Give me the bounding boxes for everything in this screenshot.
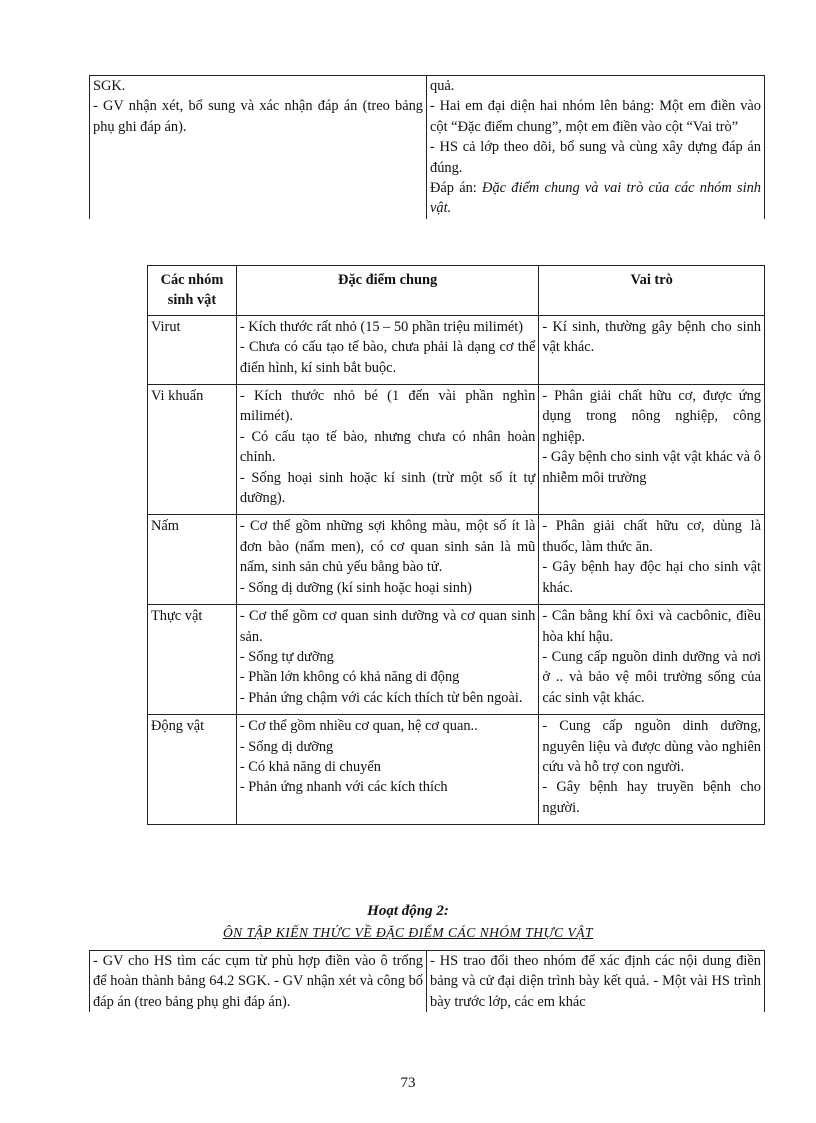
group-name: Động vật — [148, 715, 237, 825]
text-line: - GV cho HS tìm các cụm từ phù hợp điền vào ô trống để hoàn thành bảng 64.2 SGK. — [93, 953, 423, 990]
text-line: - GV nhận xét, bổ sung và xác nhận đáp án (treo bảng phụ ghi đáp án). — [93, 98, 423, 135]
table-row — [148, 385, 765, 515]
group-name: Thực vật — [148, 605, 237, 715]
teacher-activity-cell — [90, 951, 427, 1013]
feature-item: - Sống dị dưỡng — [239, 738, 334, 755]
header-features: Đặc điểm chung — [236, 266, 538, 316]
role-item: - Phân giải chất hữu cơ, được ứng dụng trong nông nghiệp, công nghiệp. — [542, 388, 761, 445]
role-item: - Cân bằng khí ôxi và cacbônic, điều hòa khí hậu. — [542, 608, 761, 645]
table-header-row — [148, 266, 765, 316]
role-item: - Gây bệnh cho sinh vật vật khác và ô nhiễm môi trường — [542, 449, 761, 486]
answer-label: Đáp án: — [430, 180, 477, 197]
organism-groups-table — [147, 265, 765, 825]
role-item: - Gây bệnh hay độc hại cho sinh vật khác. — [542, 559, 761, 596]
text-line: quả. — [430, 78, 455, 94]
roles-cell — [539, 715, 765, 825]
feature-item: - Sống hoại sinh hoặc kí sinh (trừ một số ít tự dưỡng). — [239, 469, 536, 507]
feature-item: - Chưa có cấu tạo tế bào, chưa phải là dạng cơ thể điển hình, kí sinh bắt buộc. — [239, 339, 536, 376]
roles-cell — [539, 315, 765, 384]
table-row — [90, 951, 765, 1013]
header-role: Vai trò — [539, 266, 765, 316]
text-line: - Hai em đại diện hai nhóm lên bảng: Một em điền vào cột “Đặc điểm chung”, một em điền vào cột “Vai trò” — [430, 98, 761, 135]
feature-item: - Cơ thể gồm những sợi không màu, một số ít là đơn bào (nấm men), có cơ quan sinh sản là mũ nấm, sinh sản chủ yếu bằng bào tử. — [239, 518, 536, 576]
group-name: Virut — [148, 315, 237, 384]
feature-item: - Sống dị dưỡng (kí sinh hoặc hoại sinh) — [239, 579, 472, 596]
text-line: SGK. — [93, 78, 126, 94]
text-line: - Một vài HS trình bày trước lớp, các em khác — [430, 973, 761, 1010]
feature-item: - Phản ứng chậm với các kích thích từ bên ngoài. — [239, 689, 523, 706]
activity-subtitle: ÔN TẬP KIẾN THỨC VỀ ĐẶC ĐIỂM CÁC NHÓM THỰC VẬT — [222, 925, 594, 940]
group-name: Vi khuẩn — [148, 385, 237, 515]
table-row — [148, 715, 765, 825]
feature-item: - Kích thước nhỏ bé (1 đến vài phần nghìn milimét). — [239, 388, 536, 425]
feature-item: - Cơ thể gồm cơ quan sinh dưỡng và cơ quan sinh sản. — [239, 608, 536, 645]
features-cell — [236, 515, 538, 605]
role-item: - Cung cấp nguồn dinh dưỡng và nơi ở .. và bảo vệ môi trường sống của các sinh vật khác. — [542, 648, 761, 706]
features-cell — [236, 715, 538, 825]
text-line: - HS cả lớp theo dõi, bổ sung và cùng xây dựng đáp án đúng. — [430, 139, 761, 176]
feature-item: - Phần lớn không có khả năng di động — [239, 669, 460, 686]
feature-item: - Phản ứng nhanh với các kích thích — [239, 779, 448, 796]
roles-cell — [539, 605, 765, 715]
role-item: - Gây bệnh hay truyền bệnh cho người. — [542, 779, 761, 816]
student-activity-cell — [427, 951, 765, 1013]
teacher-activity-cell — [90, 76, 427, 219]
activity-title: Hoạt động 2: — [367, 903, 449, 919]
role-item: - Cung cấp nguồn dinh dưỡng, nguyên liệu và được dùng vào nghiên cứu và hỗ trợ con người. — [542, 718, 761, 775]
features-cell — [236, 315, 538, 384]
features-cell — [236, 605, 538, 715]
group-name: Nấm — [148, 515, 237, 605]
page-number: 73 — [400, 1075, 416, 1091]
top-continuation-table — [89, 75, 765, 219]
student-activity-cell — [427, 76, 765, 219]
answer-title: Đặc điểm chung và vai trò của các nhóm sinh vật. — [430, 180, 761, 217]
answer-line — [430, 178, 761, 219]
text-line: - GV nhận xét và công bố đáp án (treo bảng phụ ghi đáp án). — [93, 973, 424, 1010]
feature-item: - Cơ thể gồm nhiều cơ quan, hệ cơ quan.. — [239, 718, 478, 735]
feature-item: - Có cấu tạo tế bào, nhưng chưa có nhân hoàn chỉnh. — [239, 428, 536, 466]
table-row — [90, 76, 765, 219]
roles-cell — [539, 385, 765, 515]
table-row — [148, 315, 765, 384]
bottom-activity-table — [89, 950, 765, 1012]
role-item: - Phân giải chất hữu cơ, dùng là thuốc, làm thức ăn. — [542, 518, 761, 555]
role-item: - Kí sinh, thường gây bệnh cho sinh vật khác. — [542, 318, 761, 356]
roles-cell — [539, 515, 765, 605]
feature-item: - Kích thước rất nhỏ (15 – 50 phần triệu milimét) — [239, 318, 524, 335]
table-row — [148, 515, 765, 605]
feature-item: - Sống tự dưỡng — [239, 648, 334, 665]
feature-item: - Có khả năng di chuyển — [239, 758, 381, 775]
features-cell — [236, 385, 538, 515]
header-groups: Các nhóm sinh vật — [148, 266, 237, 316]
table-row — [148, 605, 765, 715]
text-line: - HS trao đổi theo nhóm để xác định các nội dung điền bảng và cử đại diện trình bày kết quả. — [430, 953, 761, 990]
